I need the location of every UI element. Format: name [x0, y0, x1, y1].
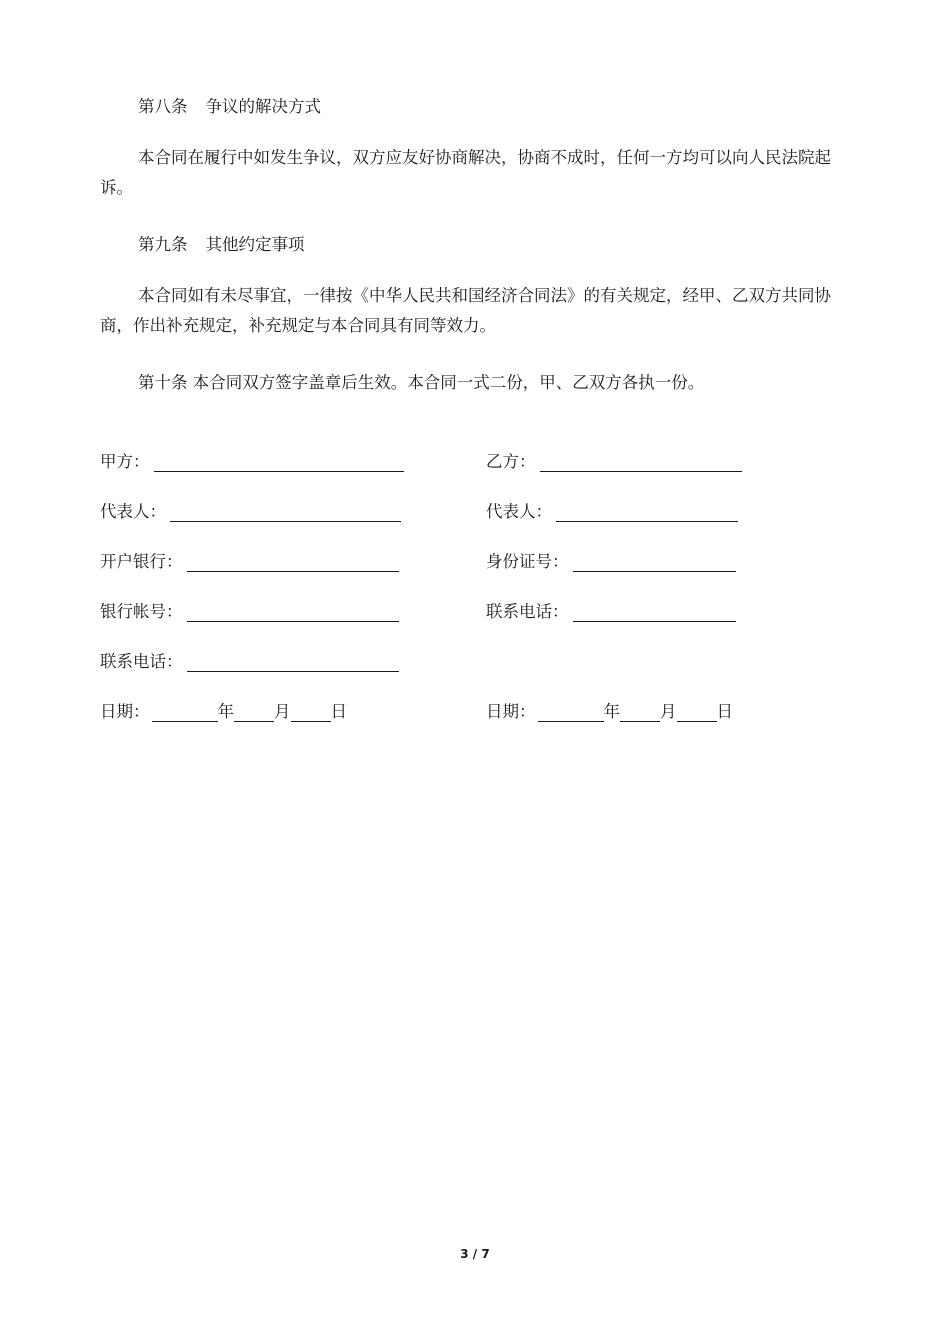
party-a-year-field[interactable]: [152, 703, 218, 722]
party-a-phone-row: [100, 650, 399, 674]
party-a-account-label: 银行帐号：: [100, 602, 183, 621]
party-b-rep-row: [486, 500, 738, 524]
party-a-name-field[interactable]: [154, 453, 404, 472]
party-b-name-row: [486, 450, 742, 474]
party-a-name-row: [100, 450, 404, 474]
party-b-year-unit: 年: [603, 702, 620, 721]
party-b-year-field[interactable]: [538, 703, 604, 722]
party-a-bank-label: 开户银行：: [100, 552, 183, 571]
party-b-rep-field[interactable]: [556, 503, 738, 522]
party-a-bank-field[interactable]: [187, 553, 399, 572]
party-a-rep-field[interactable]: [170, 503, 401, 522]
party-b-id-field[interactable]: [573, 553, 736, 572]
article-8-heading: 第八条 争议的解决方式: [138, 97, 321, 116]
party-a-account-row: [100, 600, 399, 624]
party-b-name-label: 乙方：: [486, 452, 536, 471]
party-b-day-field[interactable]: [677, 703, 717, 722]
party-b-phone-label: 联系电话：: [486, 602, 569, 621]
party-b-date-row: [486, 700, 733, 724]
party-b-date-label: 日期：: [486, 702, 536, 721]
article-10-body: 第十条 本合同双方签字盖章后生效。本合同一式二份，甲、乙双方各执一份。: [138, 373, 705, 392]
party-a-month-field[interactable]: [234, 703, 274, 722]
party-a-day-unit: 日: [330, 702, 347, 721]
party-b-name-field[interactable]: [540, 453, 742, 472]
party-b-id-row: [486, 550, 736, 574]
party-a-day-field[interactable]: [291, 703, 331, 722]
party-a-date-row: [100, 700, 347, 724]
article-9-heading: 第九条 其他约定事项: [138, 235, 305, 254]
party-a-phone-label: 联系电话：: [100, 652, 183, 671]
party-a-phone-field[interactable]: [187, 653, 399, 672]
article-9-body: 本合同如有未尽事宜，一律按《中华人民共和国经济合同法》的有关规定，经甲、乙双方共同协商，作出补充规定，补充规定与本合同具有同等效力。: [100, 286, 831, 335]
party-a-account-field[interactable]: [187, 603, 399, 622]
party-a-bank-row: [100, 550, 399, 574]
article-8-body: 本合同在履行中如发生争议，双方应友好协商解决，协商不成时，任何一方均可以向人民法院起诉。: [100, 148, 831, 197]
party-a-rep-row: [100, 500, 401, 524]
party-b-phone-row: [486, 600, 736, 624]
party-a-month-unit: 月: [274, 702, 291, 721]
party-b-phone-field[interactable]: [573, 603, 736, 622]
page-number: 3 / 7: [460, 1247, 490, 1261]
party-b-month-unit: 月: [660, 702, 677, 721]
party-a-name-label: 甲方：: [100, 452, 150, 471]
party-a-year-unit: 年: [217, 702, 234, 721]
party-a-date-label: 日期：: [100, 702, 150, 721]
party-b-id-label: 身份证号：: [486, 552, 569, 571]
party-b-rep-label: 代表人：: [486, 502, 552, 521]
party-a-rep-label: 代表人：: [100, 502, 166, 521]
party-b-month-field[interactable]: [620, 703, 660, 722]
party-b-day-unit: 日: [716, 702, 733, 721]
